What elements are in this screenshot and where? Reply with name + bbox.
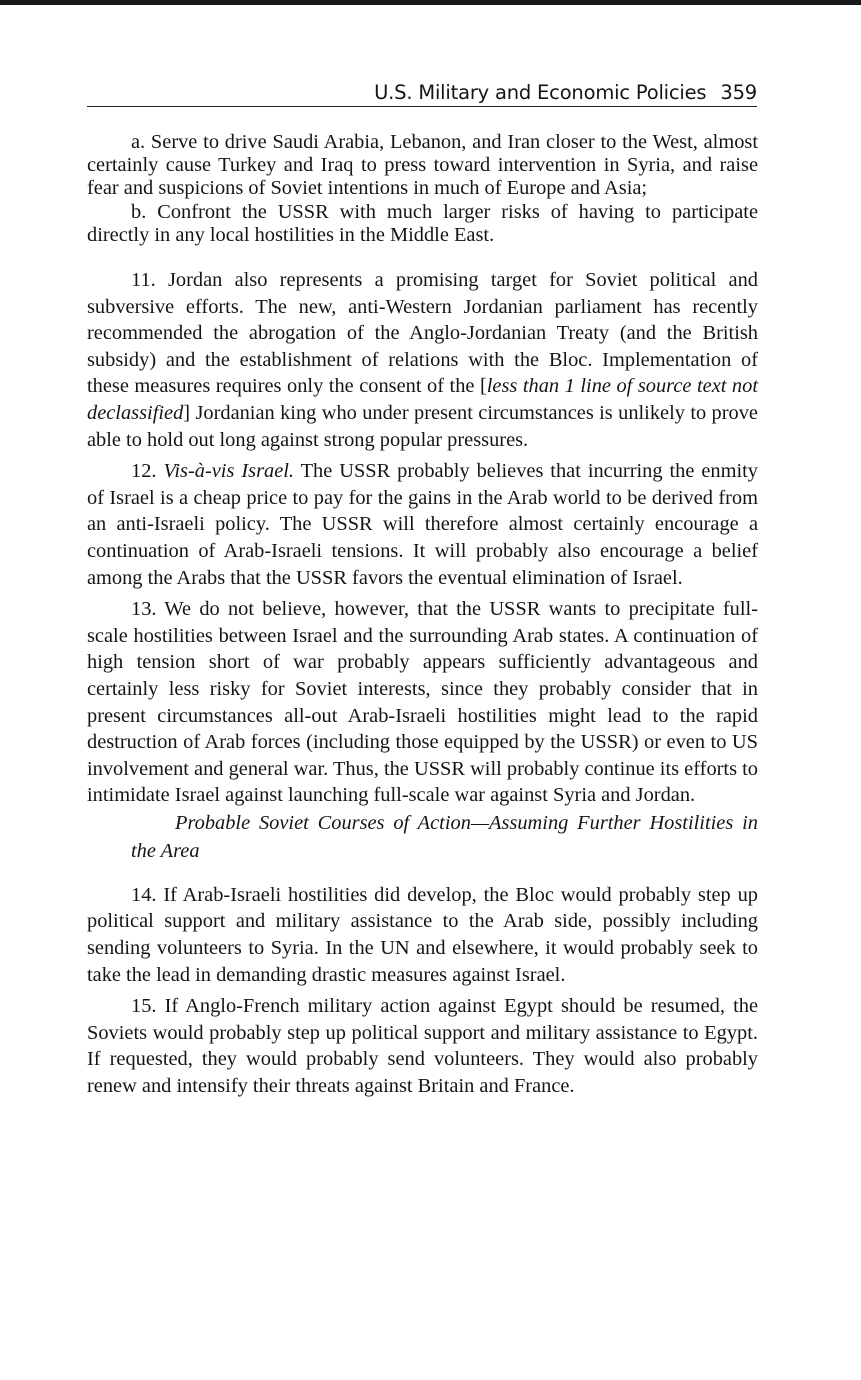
paragraph-15: 15. If Anglo-French military action against Egypt should be resumed, the Soviets would probably step up political support and military assistance to Egypt. If requested, they would probably send volunteers. They would also probably renew and intensify their threats against Britain and France. xyxy=(87,995,758,1098)
page-top-edge xyxy=(0,0,861,5)
redaction-note: less than 1 line of source text not declassified xyxy=(87,375,758,424)
paragraph-12-number: 12. xyxy=(131,460,157,483)
paragraph-14: 14. If Arab-Israeli hostilities did develop, the Bloc would probably step up political support and military assistance to the Arab side, possibly including sending volunteers to Syria. In the UN and elsewhere, it would probably seek to take the lead in demanding drastic measures against Israel. xyxy=(87,883,758,986)
paragraph-11-text-a: 11. Jordan also represents a promising target for Soviet political and subversive efforts. The new, anti-Western Jordanian parliament has recently recommended the abrogation of the Anglo-Jordanian Treaty (and the British subsidy) and the establishment of relations with the Bloc. Implementation of these measures requires only the consent of the [ xyxy=(87,269,758,398)
page-number: 359 xyxy=(720,81,757,104)
page-body xyxy=(87,131,758,1100)
paragraph-11 xyxy=(87,267,758,453)
header-title: U.S. Military and Economic Policies xyxy=(374,81,707,104)
paragraph-10a: a. Serve to drive Saudi Arabia, Lebanon, and Iran closer to the West, almost certainly cause Turkey and Iraq to press toward intervention in Syria, and raise fear and suspicions of Soviet intentions in much of Europe and Asia; xyxy=(87,131,758,200)
section-subheading: Probable Soviet Courses of Action—Assuming Further Hostilities in the Area xyxy=(131,811,758,862)
paragraph-11-text-b: ] Jordanian king who under present circumstances is unlikely to prove able to hold out long against strong popular pressures. xyxy=(87,401,758,451)
paragraph-12 xyxy=(87,458,758,591)
paragraph-13: 13. We do not believe, however, that the USSR wants to precipitate full-scale hostilities between Israel and the surrounding Arab states. A continuation of high tension short of war probably appears sufficiently advantageous and certainly less risky for Soviet interests, since they probably consider that in present circumstances all-out Arab-Israeli hostilities might lead to the rapid destruction of Arab forces (including those equipped by the USSR) or even to US involvement and general war. Thus, the USSR will probably continue its efforts to intimidate Israel against launching full-scale war against Syria and Jordan. xyxy=(87,598,758,807)
paragraph-10b: b. Confront the USSR with much larger risks of having to participate directly in any local hostilities in the Middle East. xyxy=(87,200,758,246)
paragraph-12-text: The USSR probably believes that incurring the enmity of Israel is a cheap price to pay for the gains in the Arab world to be derived from an anti-Israeli policy. The USSR will therefore almost certainly encourage a continuation of Arab-Israeli tensions. It will probably also encourage a belief among the Arabs that the USSR favors the eventual elimination of Israel. xyxy=(87,460,758,589)
running-header xyxy=(87,78,757,107)
paragraph-12-lead: Vis-à-vis Israel. xyxy=(163,460,295,483)
